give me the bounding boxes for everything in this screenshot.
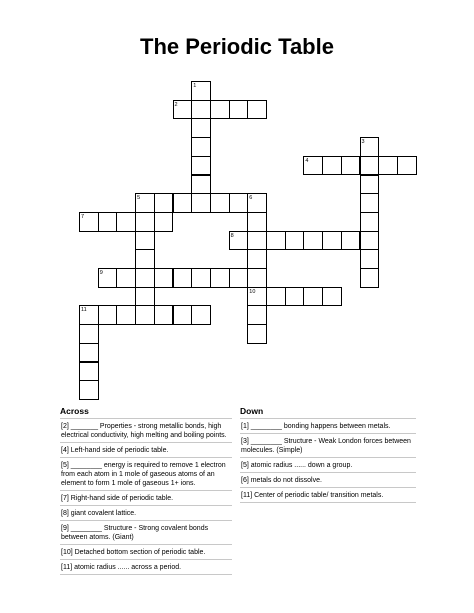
clue-number: 1 [193, 83, 197, 89]
crossword-cell[interactable] [247, 231, 267, 251]
across-clue: [9] ________ Structure - Strong covalent bonds between atoms. (Giant) [60, 520, 232, 544]
crossword-cell[interactable] [397, 156, 417, 176]
crossword-cell[interactable] [360, 156, 380, 176]
down-heading: Down [240, 406, 264, 416]
across-clue: [10] Detached bottom section of periodic table. [60, 544, 232, 559]
across-clue: [4] Left-hand side of periodic table. [60, 442, 232, 457]
crossword-cell[interactable] [135, 249, 155, 269]
crossword-cell[interactable] [303, 156, 323, 176]
crossword-cell[interactable] [341, 156, 361, 176]
crossword-cell[interactable] [135, 305, 155, 325]
crossword-cell[interactable] [322, 156, 342, 176]
crossword-cell[interactable] [135, 193, 155, 213]
clue-number: 9 [99, 270, 103, 276]
down-clue: [3] ________ Structure - Weak London forces between molecules. (Simple) [240, 433, 416, 457]
crossword-cell[interactable] [79, 380, 99, 400]
crossword-cell[interactable] [360, 137, 380, 157]
crossword-cell[interactable] [98, 305, 118, 325]
crossword-cell[interactable] [360, 268, 380, 288]
clue-number: 11 [81, 307, 87, 314]
crossword-cell[interactable] [191, 81, 211, 101]
crossword-cell[interactable] [266, 231, 286, 251]
crossword-cell[interactable] [135, 287, 155, 307]
crossword-cell[interactable] [79, 343, 99, 363]
crossword-cell[interactable] [154, 212, 174, 232]
crossword-cell[interactable] [229, 100, 249, 120]
crossword-cell[interactable] [229, 268, 249, 288]
crossword-cell[interactable] [285, 287, 305, 307]
crossword-cell[interactable] [210, 193, 230, 213]
crossword-cell[interactable] [135, 268, 155, 288]
crossword-cell[interactable] [79, 324, 99, 344]
crossword-cell[interactable] [79, 305, 99, 325]
crossword-cell[interactable] [322, 231, 342, 251]
crossword-cell[interactable] [135, 231, 155, 251]
crossword-cell[interactable] [229, 231, 249, 251]
page-title: The Periodic Table [140, 34, 334, 59]
crossword-cell[interactable] [79, 362, 99, 382]
crossword-cell[interactable] [247, 249, 267, 269]
across-clue-list [60, 418, 232, 575]
crossword-cell[interactable] [360, 249, 380, 269]
across-clue: [5] ________ energy is required to remove 1 electron from each atom in 1 mole of gaseous atoms of an element to form 1 mole of gaseous 1+ ions. [60, 457, 232, 490]
crossword-cell[interactable] [247, 324, 267, 344]
crossword-cell[interactable] [285, 231, 305, 251]
crossword-cell[interactable] [173, 305, 193, 325]
clue-number: 10 [249, 288, 256, 295]
crossword-cell[interactable] [154, 268, 174, 288]
crossword-cell[interactable] [229, 193, 249, 213]
clue-number: 2 [174, 101, 178, 108]
clue-number: 6 [249, 195, 253, 202]
crossword-cell[interactable] [247, 287, 267, 307]
crossword-cell[interactable] [360, 193, 380, 213]
clue-number: 4 [305, 157, 309, 164]
crossword-cell[interactable] [191, 268, 211, 288]
clue-number: 7 [81, 213, 85, 220]
across-clue: [2] _______ Properties - strong metallic bonds, high electrical conductivity, high melting and boiling points. [60, 418, 232, 442]
crossword-cell[interactable] [247, 193, 267, 213]
across-clue: [8] giant covalent lattice. [60, 505, 232, 520]
crossword-cell[interactable] [247, 268, 267, 288]
crossword-cell[interactable] [154, 193, 174, 213]
crossword-cell[interactable] [360, 175, 380, 195]
crossword-cell[interactable] [191, 305, 211, 325]
crossword-cell[interactable] [173, 193, 193, 213]
crossword-cell[interactable] [360, 212, 380, 232]
crossword-cell[interactable] [191, 100, 211, 120]
down-clue: [5] atomic radius ...... down a group. [240, 457, 416, 472]
down-clue-list [240, 418, 416, 503]
crossword-cell[interactable] [154, 305, 174, 325]
crossword-cell[interactable] [98, 268, 118, 288]
crossword-cell[interactable] [247, 212, 267, 232]
crossword-cell[interactable] [191, 193, 211, 213]
crossword-cell[interactable] [191, 156, 211, 176]
crossword-cell[interactable] [303, 231, 323, 251]
crossword-cell[interactable] [191, 118, 211, 138]
crossword-cell[interactable] [360, 231, 380, 251]
crossword-cell[interactable] [98, 212, 118, 232]
crossword-cell[interactable] [191, 175, 211, 195]
crossword-cell[interactable] [116, 212, 136, 232]
down-clue: [1] ________ bonding happens between metals. [240, 418, 416, 433]
crossword-cell[interactable] [341, 231, 361, 251]
crossword-cell[interactable] [266, 287, 286, 307]
crossword-cell[interactable] [322, 287, 342, 307]
crossword-cell[interactable] [210, 100, 230, 120]
across-clue: [7] Right-hand side of periodic table. [60, 490, 232, 505]
crossword-cell[interactable] [79, 212, 99, 232]
crossword-cell[interactable] [173, 268, 193, 288]
crossword-cell[interactable] [116, 268, 136, 288]
crossword-cell[interactable] [247, 305, 267, 325]
across-heading: Across [60, 406, 89, 416]
crossword-cell[interactable] [173, 100, 193, 120]
across-clue: [11] atomic radius ...... across a period. [60, 559, 232, 575]
clue-number: 3 [361, 139, 365, 146]
crossword-cell[interactable] [135, 212, 155, 232]
down-clue: [6] metals do not dissolve. [240, 472, 416, 487]
crossword-cell[interactable] [378, 156, 398, 176]
crossword-cell[interactable] [247, 100, 267, 120]
crossword-cell[interactable] [191, 137, 211, 157]
clue-number: 8 [230, 232, 234, 239]
crossword-cell[interactable] [210, 268, 230, 288]
down-clue: [11] Center of periodic table/ transition metals. [240, 487, 416, 503]
crossword-cell[interactable] [116, 305, 136, 325]
clue-number: 5 [137, 195, 141, 202]
crossword-cell[interactable] [303, 287, 323, 307]
